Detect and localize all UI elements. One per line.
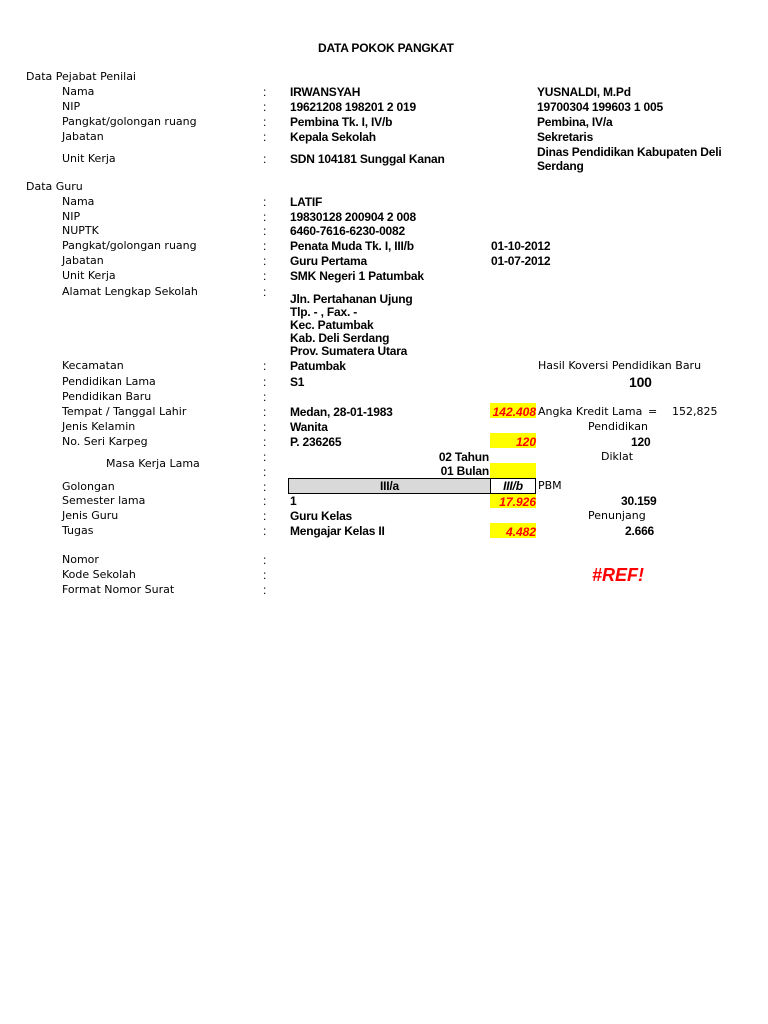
colon: : [263, 269, 267, 283]
label-tugas: Tugas [62, 524, 94, 537]
alamat-line: Prov. Sumatera Utara [290, 344, 408, 358]
guru-karpeg: P. 236265 [290, 435, 342, 449]
guru-jenis-kelamin: Wanita [290, 420, 328, 434]
ak-lama-eq: = [648, 405, 658, 418]
label-jenis-kelamin: Jenis Kelamin [62, 420, 136, 433]
pendidikan-value: 120 [631, 435, 651, 449]
masa-kerja-tahun: 02 Tahun [438, 450, 489, 464]
colon: : [263, 568, 267, 582]
label-kode-sekolah: Kode Sekolah [62, 568, 136, 581]
label-guru-alamat: Alamat Lengkap Sekolah [62, 285, 198, 298]
colon: : [263, 509, 267, 523]
highlight-pendidikan: 120 [515, 435, 536, 449]
label-pendidikan-baru: Pendidikan Baru [62, 390, 152, 403]
penunjang-value: 2.666 [625, 524, 655, 538]
colon: : [263, 100, 267, 114]
colon: : [263, 583, 267, 597]
guru-jenis-guru: Guru Kelas [290, 509, 353, 523]
pejabat2-nama: YUSNALDI, M.Pd [537, 85, 631, 99]
guru-nip: 19830128 200904 2 008 [290, 210, 416, 224]
label-golongan: Golongan [62, 480, 115, 493]
guru-unit: SMK Negeri 1 Patumbak [290, 269, 424, 283]
ref-error: #REF! [592, 565, 645, 585]
alamat-line: Jln. Pertahanan Ujung [290, 292, 413, 306]
colon: : [263, 115, 267, 129]
colon: : [263, 285, 267, 299]
colon: : [263, 465, 267, 479]
pbm-value: 30.159 [621, 494, 657, 508]
pendidikan-label: Pendidikan [588, 420, 648, 433]
label-format-surat: Format Nomor Surat [62, 583, 175, 596]
label-guru-jabatan: Jabatan [62, 254, 104, 267]
golongan-baru: III/b [503, 479, 523, 493]
label-pendidikan-lama: Pendidikan Lama [62, 375, 156, 388]
highlight-pbm: 17.926 [499, 495, 536, 509]
label-penilai-nama: Nama [62, 85, 95, 98]
guru-nama: LATIF [290, 195, 323, 209]
label-jenis-guru: Jenis Guru [62, 509, 119, 522]
golongan-lama: III/a [379, 479, 399, 493]
label-guru-pangkat: Pangkat/golongan ruang [62, 239, 197, 252]
tmt-pangkat: 01-10-2012 [491, 239, 551, 253]
masa-kerja-bulan: 01 Bulan [440, 464, 489, 478]
pbm-label: PBM [538, 479, 562, 492]
alamat-line: Kec. Patumbak [290, 318, 374, 332]
colon: : [263, 195, 267, 209]
tmt-jabatan: 01-07-2012 [491, 254, 551, 268]
label-penilai-jabatan: Jabatan [62, 130, 104, 143]
page-title: DATA POKOK PANGKAT [318, 41, 454, 55]
colon: : [263, 359, 267, 373]
guru-ttl: Medan, 28-01-1983 [290, 405, 393, 419]
label-nomor: Nomor [62, 553, 99, 566]
label-penilai-unit: Unit Kerja [62, 152, 116, 165]
colon: : [263, 85, 267, 99]
colon: : [263, 130, 267, 144]
pejabat2-jabatan: Sekretaris [537, 130, 594, 144]
colon: : [263, 480, 267, 494]
guru-kecamatan: Patumbak [290, 359, 346, 373]
ak-lama-value: 152,825 [672, 405, 718, 418]
guru-pangkat: Penata Muda Tk. I, III/b [290, 239, 414, 253]
pejabat1-nama: IRWANSYAH [290, 85, 361, 99]
colon: : [263, 210, 267, 224]
colon: : [263, 553, 267, 567]
label-masa-kerja: Masa Kerja Lama [106, 457, 200, 470]
colon: : [263, 420, 267, 434]
guru-pendidikan-lama: S1 [290, 375, 305, 389]
pejabat2-pangkat: Pembina, IV/a [537, 115, 613, 129]
label-kecamatan: Kecamatan [62, 359, 124, 372]
colon: : [263, 390, 267, 404]
colon: : [263, 375, 267, 389]
diklat-label: Diklat [601, 450, 634, 463]
ak-lama-label: Angka Kredit Lama [538, 405, 643, 418]
label-guru-nama: Nama [62, 195, 95, 208]
section-penilai: Data Pejabat Penilai [26, 70, 136, 83]
label-penilai-nip: NIP [62, 100, 81, 113]
alamat-line: Kab. Deli Serdang [290, 331, 390, 345]
colon: : [263, 524, 267, 538]
konversi-title-value: 100 [629, 374, 652, 390]
guru-semester: 1 [290, 494, 297, 508]
label-guru-unit: Unit Kerja [62, 269, 116, 282]
highlight-cell [490, 463, 536, 478]
guru-jabatan: Guru Pertama [290, 254, 367, 268]
label-ttl: Tempat / Tanggal Lahir [62, 405, 187, 418]
highlight-penunjang: 4.482 [505, 525, 536, 539]
colon: : [263, 494, 267, 508]
pejabat1-pangkat: Pembina Tk. I, IV/b [290, 115, 393, 129]
label-semester: Semester lama [62, 494, 146, 507]
section-guru: Data Guru [26, 180, 83, 193]
colon: : [263, 405, 267, 419]
pejabat2-nip: 19700304 199603 1 005 [537, 100, 663, 114]
colon: : [263, 224, 267, 238]
guru-tugas: Mengajar Kelas II [290, 524, 385, 538]
pejabat1-unit: SDN 104181 Sunggal Kanan [290, 152, 445, 166]
colon: : [263, 254, 267, 268]
pejabat2-unit-line1: Dinas Pendidikan Kabupaten Deli [537, 145, 722, 159]
pejabat1-nip: 19621208 198201 2 019 [290, 100, 416, 114]
label-karpeg: No. Seri Karpeg [62, 435, 148, 448]
pejabat2-unit-line2: Serdang [537, 159, 584, 173]
pejabat1-jabatan: Kepala Sekolah [290, 130, 376, 144]
colon: : [263, 152, 267, 166]
label-guru-nuptk: NUPTK [62, 224, 99, 237]
penunjang-label: Penunjang [588, 509, 646, 522]
highlight-ak-lama: 142.408 [492, 405, 536, 419]
colon: : [263, 239, 267, 253]
colon: : [263, 450, 267, 464]
label-penilai-pangkat: Pangkat/golongan ruang [62, 115, 197, 128]
guru-nuptk: 6460-7616-6230-0082 [290, 224, 405, 238]
label-guru-nip: NIP [62, 210, 81, 223]
alamat-line: Tlp. - , Fax. - [290, 305, 358, 319]
colon: : [263, 435, 267, 449]
konversi-title: Hasil Koversi Pendidikan Baru [538, 359, 702, 372]
